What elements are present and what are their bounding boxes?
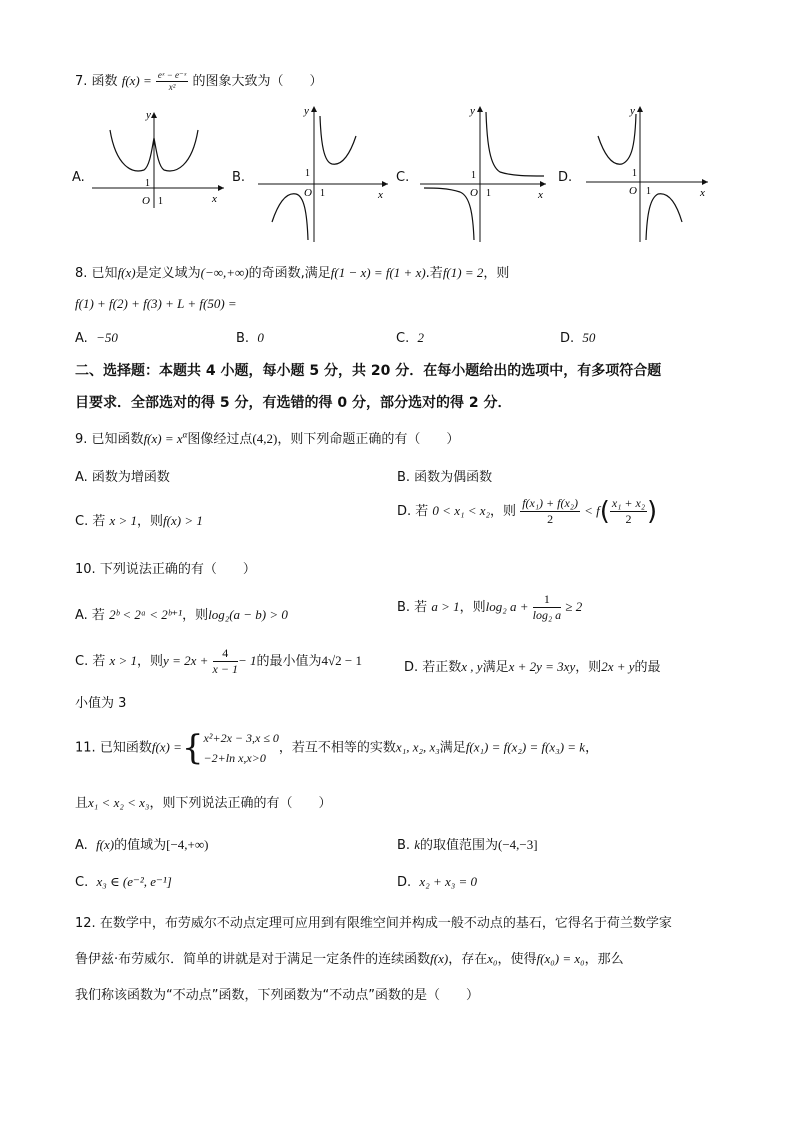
- q7-stem: 7. 函数 f(x) = $\frac{\text{eˣ − e⁻ˣ}}{\text{x²}}$ 的图象大致为（ ）: [75, 70, 323, 92]
- q9-option-b[interactable]: B. 函数为偶函数: [397, 470, 493, 485]
- q7-a-origin: O: [142, 195, 150, 207]
- q7-b-origin: O: [304, 187, 312, 199]
- q8-option-d[interactable]: D. 50: [560, 330, 596, 346]
- q7-a-y-label: y: [146, 109, 151, 121]
- q7-graph-d[interactable]: [586, 104, 716, 244]
- q7-d-x-label: x: [700, 187, 705, 199]
- q7-c-origin: O: [470, 187, 478, 199]
- q11-stem-line-2: 且x₁ < x₂ < x₃，则下列说法正确的有（ ）: [75, 795, 332, 811]
- q7-c-y-label: y: [470, 105, 475, 117]
- q7-b-one-y: 1: [305, 168, 310, 179]
- q7-c-x-label: x: [538, 189, 543, 201]
- q10-option-a[interactable]: A. 若 2ᵇ < 2ᵃ < 2ᵇ⁺¹，则log₂(a − b) > 0: [75, 607, 288, 623]
- q8-option-a[interactable]: A. −50: [75, 330, 118, 346]
- q8-option-c[interactable]: C. 2: [396, 330, 424, 346]
- q11-stem: 11. 已知函数f(x) ={ x²+2x − 3,x ≤ 0 −2+ln x,x>0 ，若互不相等的实数x₁, x₂, x₃满足f(x₁) = f(x₂) = f(x₃) = k，: [75, 728, 599, 768]
- q7-d-y-label: y: [630, 105, 635, 117]
- q8-stem: 8. 已知f(x)是定义域为(−∞,+∞)的奇函数,满足f(1 − x) = f(1 + x).若f(1) = 2，则: [75, 265, 510, 281]
- q7-option-d-label: D.: [558, 170, 573, 185]
- q10-stem: 10. 下列说法正确的有（ ）: [75, 562, 256, 577]
- q7-d-one-x: 1: [646, 186, 651, 197]
- q9-option-a[interactable]: A. 函数为增函数: [75, 470, 170, 485]
- q11-option-b[interactable]: B. k的取值范围为(−4,−3]: [397, 837, 538, 853]
- q7-c-one-x: 1: [486, 188, 491, 199]
- q7-graph-b[interactable]: [258, 104, 398, 244]
- q11-number: 11.: [75, 740, 96, 756]
- q10-option-d-continued: 小值为 3: [75, 696, 127, 711]
- q10-number: 10.: [75, 562, 96, 577]
- q11-option-d[interactable]: D. x₂ + x₃ = 0: [397, 874, 478, 890]
- q7-a-one-x: 1: [158, 196, 163, 207]
- q7-graph-c[interactable]: [420, 104, 560, 244]
- q7-a-x-label: x: [212, 193, 217, 205]
- q9-number: 9.: [75, 432, 88, 447]
- q8-number: 8.: [75, 266, 88, 281]
- piecewise-brace-icon: {: [181, 728, 204, 768]
- q7-a-one-y: 1: [145, 178, 150, 189]
- q7-fraction: $\frac{\text{eˣ − e⁻ˣ}}{\text{x²}}$: [157, 70, 187, 92]
- q10-option-c[interactable]: C. 若 x > 1，则y = 2x + $\frac{4}{x - 1}$ − 1的最小值为4√2 − 1: [75, 646, 362, 676]
- q7-option-b-label: B.: [232, 170, 246, 185]
- q10-option-b[interactable]: B. 若 a > 1，则log₂ a + $\frac{1}{\text{log₂ a}}$ ≥ 2: [397, 592, 583, 622]
- q7-d-origin: O: [629, 185, 637, 197]
- q8-option-b[interactable]: B. 0: [236, 330, 264, 346]
- q7-b-one-x: 1: [320, 188, 325, 199]
- q7-number: 7.: [75, 74, 88, 89]
- q9-option-c[interactable]: C. 若 x > 1，则f(x) > 1: [75, 513, 203, 529]
- q9-stem: 9. 已知函数$f(x) = x^\alpha$图像经过点(4,2)，则下列命题正确的有（ ）: [75, 429, 460, 447]
- section-2-heading-line-1: 二、选择题：本题共 4 小题，每小题 5 分，共 20 分．在每小题给出的选项中，有多项符合题: [75, 363, 662, 379]
- q12-number: 12.: [75, 916, 96, 931]
- q7-c-one-y: 1: [471, 170, 476, 181]
- q11-option-c[interactable]: C. x₃ ∈ (e⁻², e⁻¹]: [75, 874, 172, 890]
- q7-graph-a[interactable]: [92, 108, 232, 208]
- q12-stem-line-1: 12. 在数学中，布劳威尔不动点定理可应用到有限维空间并构成一般不动点的基石，它得名于荷兰数学家: [75, 916, 672, 931]
- q7-d-one-y: 1: [632, 168, 637, 179]
- q8-sum-expression: f(1) + f(2) + f(3) + L + f(50) =: [75, 296, 237, 311]
- q7-b-x-label: x: [378, 189, 383, 201]
- piecewise-cases: x²+2x − 3,x ≤ 0 −2+ln x,x>0: [203, 731, 279, 765]
- q11-option-a[interactable]: A. f(x)的值域为[−4,+∞): [75, 837, 209, 853]
- q9-option-d[interactable]: D. 若 0 < x₁ < x₂，则 $\frac{\text{f(x₁) + f(x₂)}}{2}$ < f( $\frac{\text{x₁ + x₂}}{2}$ ): [397, 496, 658, 527]
- q12-stem-line-2: 鲁伊兹·布劳威尔．简单的讲就是对于满足一定条件的连续函数f(x)，存在x₀，使得f(x₀) = x₀，那么: [75, 951, 624, 967]
- q7-option-c-label: C.: [396, 170, 410, 185]
- q7-option-a-label: A.: [72, 170, 85, 185]
- q10-option-d[interactable]: D. 若正数x , y满足x + 2y = 3xy，则2x + y的最: [404, 659, 661, 675]
- section-2-heading-line-2: 目要求．全部选对的得 5 分，有选错的得 0 分，部分选对的得 2 分．: [75, 395, 512, 411]
- q7-b-y-label: y: [304, 105, 309, 117]
- q12-stem-line-3: 我们称该函数为“不动点”函数，下列函数为“不动点”函数的是（ ）: [75, 988, 479, 1003]
